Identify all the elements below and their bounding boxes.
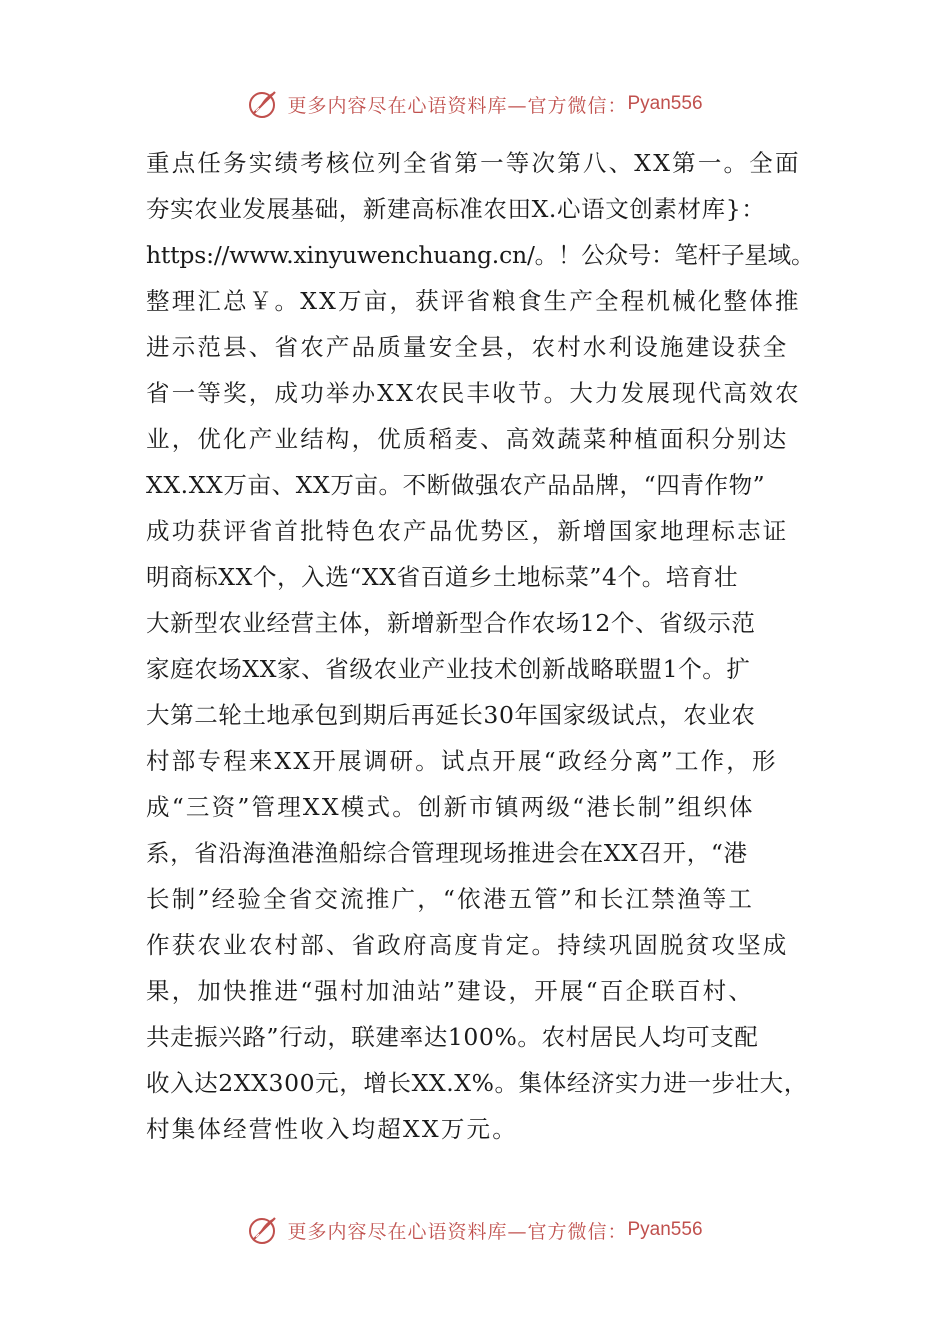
quill-pen-icon [247,87,281,121]
body-line: 村部专程来XX开展调研。试点开展“政经分离”工作，形 [146,747,778,775]
body-line: 整理汇总￥。XX万亩，获评省粮食生产全程机械化整体推 [146,287,801,315]
body-line: 果，加快推进“强村加油站”建设，开展“百企联百村、 [146,977,755,1005]
body-line: 夯实农业发展基础，新建高标准农田X.心语文创素材库}： [146,195,766,223]
body-line: 成“三资”管理XX模式。创新市镇两级“港长制”组织体 [146,793,755,821]
body-line: 收入达2XX300元，增长XX.X%。集体经济实力进一步壮大， [146,1069,808,1097]
banner-wechat-id: Pyan556 [627,93,703,114]
document-body [146,140,822,1152]
body-line: 进示范县、省农产品质量安全县，农村水利设施建设获全 [146,333,789,361]
body-line: 长制”经验全省交流推广，“依港五管”和长江禁渔等工 [146,885,755,913]
body-line: 大新型农业经营主体，新增新型合作农场12个、省级示范 [146,609,756,637]
banner-wechat-id: Pyan556 [627,1219,703,1240]
body-line: 村集体经营性收入均超XX万元。 [146,1115,518,1143]
body-line: 业，优化产业结构，优质稻麦、高效蔬菜种植面积分别达 [146,425,789,453]
body-line: 作获农业农村部、省政府高度肯定。持续巩固脱贫攻坚成 [146,931,789,959]
body-line: 系，省沿海渔港渔船综合管理现场推进会在XX召开，“港 [146,839,748,867]
body-line: 成功获评省首批特色农产品优势区，新增国家地理标志证 [146,517,789,545]
body-line: 重点任务实绩考核位列全省第一等次第八、XX第一。全面 [146,149,801,177]
body-line: 明商标XX个，入选“XX省百道乡土地标菜”4个。培育壮 [146,563,739,591]
body-line: 大第二轮土地承包到期后再延长30年国家级试点，农业农 [146,701,756,729]
banner-text: 更多内容尽在心语资料库—官方微信： [287,1220,628,1243]
banner-text: 更多内容尽在心语资料库—官方微信： [287,94,628,117]
body-line: 共走振兴路”行动，联建率达100%。农村居民人均可支配 [146,1023,759,1051]
body-line: 家庭农场XX家、省级农业产业技术创新战略联盟1个。扩 [146,655,751,683]
body-line: 省一等奖，成功举办XX农民丰收节。大力发展现代高效农 [146,379,801,407]
footer-banner [0,1210,950,1250]
quill-pen-icon [247,1213,281,1247]
body-line: https://www.xinyuwenchuang.cn/。！公众号：笔杆子星域。 [146,241,815,269]
header-banner [0,84,950,124]
body-line: XX.XX万亩、XX万亩。不断做强农产品品牌，“四青作物” [146,471,766,499]
